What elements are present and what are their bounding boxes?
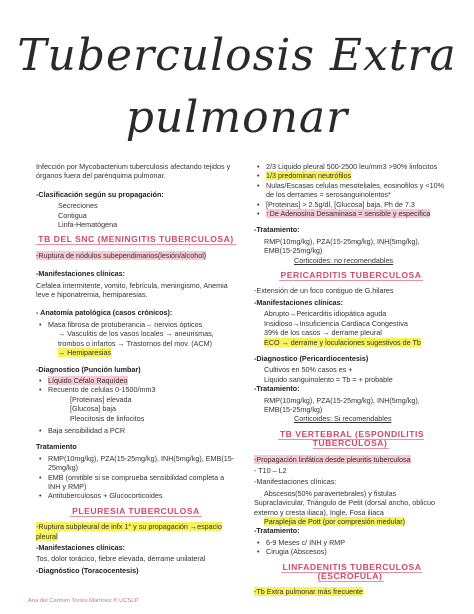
vertebral-manifestation-line: Paraplejia de Pott (por compresión medular) [264, 517, 406, 526]
page-title-line-2: pulmonar [125, 92, 349, 143]
pleural-fluid-item: • [Proteinas] > 2.5g/dl, [Glucosa] baja, Ph de 7.3 [254, 200, 448, 209]
pericarditis-treatment-note: Corticoides: Si recomendables [294, 414, 392, 424]
classification-item: Secreciones [58, 201, 98, 211]
section-heading-pleuresia: PLEURESIA TUBERCULOSA [72, 505, 200, 516]
snc-manifestations-text: Cefalea intermitente, vomito, febrícula, meningismo, Anemia leve e hiponatremia, hemiparesias. [36, 280, 228, 300]
vertebral-manifestation-line: Abscesos(50% paravertebrales) y fistulas [264, 488, 397, 498]
pathology-title: - Anatomía patológica (casos crónicos): [36, 308, 173, 318]
treatment-item: • Antituberculosos + Glucocorticoides [36, 491, 236, 500]
pleuresia-diagnosis-title: -Diagnóstico (Toracocentesis) [36, 565, 139, 575]
section-heading-linfadenitis: LINFADENITIS TUBERCULOSA (ESCROFULA) [282, 561, 422, 582]
vertebral-treatment-title: -Tratamiento: [254, 526, 300, 536]
pleuresia-manifestations-text: Tos, dolor torácico, fiebre elevada, derrame unilateral [36, 554, 206, 564]
pericarditis-extension: -Extensión de un foco contiguo de G.hilares [254, 286, 394, 296]
vertebral-location: - T10 – L2 [254, 465, 287, 475]
classification-item: Linfa-Hematógena [58, 220, 118, 230]
treatment-item: • EMB (omitible si se comprueba sensibilidad completa a INH y RMP) [36, 473, 236, 492]
diagnosis-pcr: • Baja sensibilidad a PCR [36, 426, 236, 435]
pericarditis-manifestation-line: Abrupto→Pericarditis idiopática aguda [264, 309, 387, 319]
diagnosis-item: Líquido Céfalo Raquídeo [48, 375, 128, 385]
pleural-treatment-text: RMP(10mg/kg), PZA(15-25mg/kg), INH(5mg/kg), EMB(15-25mg/kg) [264, 236, 420, 256]
author-footer: Ana del Carmen Torres Martínez ® UCSLP [28, 598, 139, 604]
linfadenitis-text: -Tb Extra pulmonar más frecuente [254, 587, 364, 597]
pericarditis-treatment-text: RMP(10mg/kg), PZA(15-25mg/kg), INH(5mg/kg), EMB(15-25mg/kg) [264, 395, 420, 414]
vertebral-manifestation-line: Supraclavicular, Triángulo de Petit (dorsal ancho, oblicuo externo y cresta iliaca), Ingle, Fosa iliaca [254, 498, 435, 517]
pericarditis-diagnosis-line: Cultivos en 50% casos es + [264, 365, 353, 375]
diagnosis-item: Pleocitosis de linfocitos [70, 413, 145, 423]
pathology-item: → Hemiparesias [58, 348, 112, 358]
treatment-item: • RMP(10mg/kg), PZA(15-25mg/kg), INH(5mg/kg), EMB(15-25mg/kg) [36, 454, 236, 473]
pleuresia-manifestations-title: -Manifestaciones clínicas: [36, 543, 126, 552]
vertebral-treatment-item: • Cirugia (Abscesos) [254, 547, 448, 556]
section-heading-vertebral: TB VERTEBRAL (ESPONDILITIS TUBERCULOSA) [279, 428, 425, 449]
snc-manifestations-title: -Manifestaciones clínicas: [36, 269, 126, 279]
page-title-line-1: Tuberculosis Extra [17, 30, 457, 81]
diagnosis-title: -Diagnostico (Punción lumbar) [36, 364, 141, 374]
section-heading-snc: TB DEL SNC (MENINGITIS TUBERCULOSA) [38, 234, 234, 245]
pleural-fluid-item: ↑De Adenosina Desaminasa = sensible y especifica [266, 209, 431, 219]
pericarditis-manifestation-line: Insidioso→Insuficiencia Cardiaca Congestiva [264, 318, 408, 328]
pleural-fluid-item: 1/3 predominan neutrófilos [266, 171, 352, 181]
pleural-fluid-item: • 2/3 Liquido pleural 500-2500 leu/mm3 >90% linfocitos [254, 162, 448, 171]
classification-title: -Clasificación según su propagación: [36, 189, 164, 199]
pericarditis-manifestation-line: ECO → derrame y loculaciones sugestivos de Tb [264, 337, 421, 347]
vertebral-treatment-item: • 6-9 Meses c/ INH y RMP [254, 538, 448, 547]
right-column [254, 162, 448, 599]
classification-item: Contigua [58, 210, 87, 220]
pericarditis-diagnosis-title: -Diagnostico (Pericardiocentesis) [254, 353, 369, 363]
diagnosis-item: [Glucosa] baja [70, 404, 116, 414]
pericarditis-manifestations-title: -Manifestaciones clínicas: [254, 297, 344, 307]
treatment-title: Tratamiento [36, 442, 77, 452]
pleural-treatment-title: -Tratamiento: [254, 225, 300, 235]
vertebral-manifestations-title: -Manifestaciones clínicas: [254, 477, 337, 487]
diagnosis-item: [Proteinas] elevada [70, 394, 132, 404]
pleuresia-rupture-text: -Ruptura subpleural de infx 1° y su propagación →espacio pleural [36, 522, 222, 541]
pathology-item: • Masa fibrosa de protuberancia→ nervios ópticos [36, 320, 236, 329]
snc-rupture-text: -Ruptura de nódulos subependimarios(lesión/alcohol) [36, 250, 207, 260]
pleural-treatment-note: Corticoides: no recomendables [294, 255, 394, 265]
pathology-item: → Vasculitis de los vasos locales → aneurismas, trombos o infartos → Trastornos del mov. (ACM) [58, 329, 214, 348]
pleural-fluid-item: • Nulas/Escasas celulas mesoteliales, eosinofilos y <10% de los derrames = serosanguinolentos* [254, 181, 448, 200]
pericarditis-diagnosis-line: Liquido sanguinolento = Tb = + probable [264, 374, 393, 384]
pericarditis-manifestation-line: 39% de los casos → derrame pleural [264, 328, 382, 338]
left-column [36, 162, 236, 577]
diagnosis-item: • Recuento de celulas 0-1500/mm3 [36, 385, 236, 394]
section-heading-pericarditis: PERICARDITIS TUBERCULOSA [280, 270, 422, 281]
pericarditis-treatment-title: -Tratamiento: [254, 384, 300, 394]
vertebral-propagation: -Propagación linfática desde pleuritis tuberculosa [254, 454, 411, 464]
intro-text: Infección por Mycobacterium tuberculosis afectando tejidos y órganos fuera del parénquima pulmonar. [36, 162, 231, 181]
